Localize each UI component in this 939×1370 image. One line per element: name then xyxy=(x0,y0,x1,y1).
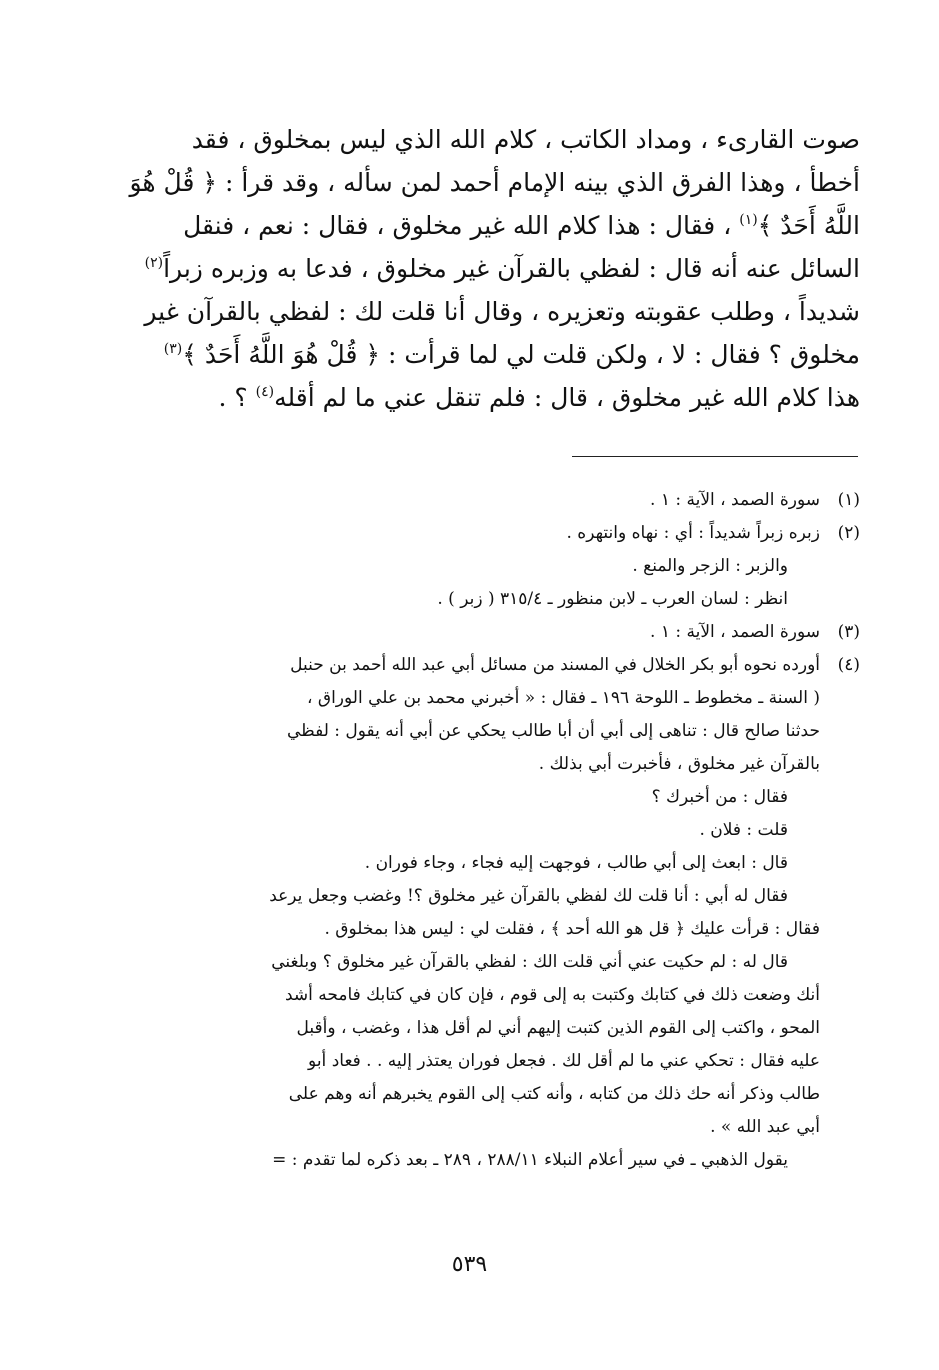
footnote-ref-4: (٤) xyxy=(255,384,275,400)
footnote-line: المحو ، واكتب إلى القوم الذين كتبت إليهم أني لم أقل هذا ، وغضب ، وأقبل xyxy=(296,1018,820,1038)
footnote-1 xyxy=(140,484,860,517)
footnote-2 xyxy=(140,517,860,616)
footnote-separator xyxy=(572,456,858,457)
footnote-number: (١) xyxy=(837,490,860,510)
main-line-4-text: السائل عنه أنه قال : لفظي بالقرآن غير مخلوق ، فدعا به وزبره زبراً xyxy=(163,254,860,283)
footnote-line: أنك وضعت ذلك في كتابك وكتبت به إلى قوم ، فإن كان في كتابك فامحه أشد xyxy=(284,985,820,1005)
footnote-line: حدثنا صالح قال : تناهى إلى أبي أن أبا طالب يحكي عن أبي أنه يقول : لفظي xyxy=(286,721,820,741)
footnote-line: قال له : لم حكيت عني أني قلت الك : لفظي بالقرآن غير مخلوق ؟ وبلغني xyxy=(271,952,788,972)
main-line-7 xyxy=(150,376,860,419)
main-line-6-text: مخلوق ؟ فقال : لا ، ولكن قلت لي لما قرأت : ﴿ قُلْ هُوَ اللَّهُ أَحَدٌ ﴾ xyxy=(182,340,860,369)
main-line-2: أخطأ ، وهذا الفرق الذي بينه الإمام أحمد لمن سأله ، وقد قرأ : ﴿ قُلْ هُوَ xyxy=(129,168,860,197)
main-line-7-end: ؟ . xyxy=(218,383,256,412)
footnote-4 xyxy=(140,649,860,1177)
main-line-5: شديداً ، وطلب عقوبته وتعزيره ، وقال أنا قلت لك : لفظي بالقرآن غير xyxy=(144,297,860,326)
main-line-6 xyxy=(150,333,860,376)
main-line-3-text: ، فقال : هذا كلام الله غير مخلوق ، فقال : نعم ، فنقل xyxy=(183,211,740,240)
footnote-text: زبره زبراً شديداً : أي : نهاه وانتهره . xyxy=(566,523,820,543)
footnote-line: أورده نحوه أبو بكر الخلال في المسند من مسائل أبي عبد الله أحمد بن حنبل xyxy=(290,655,820,675)
footnote-line: فقال : من أخبرك ؟ xyxy=(651,787,788,807)
footnote-subline: والزبر : الزجر والمنع . xyxy=(632,556,788,576)
main-line-4 xyxy=(144,247,860,290)
footnote-line: عليه فقال : تحكي عني ما لم أقل لك . فجعل فوران يعتذر إليه . . فعاد أبو xyxy=(308,1051,820,1071)
quran-quote: اللَّهُ أَحَدٌ ﴾ xyxy=(757,211,860,240)
footnotes xyxy=(140,484,860,1177)
main-line-3 xyxy=(150,204,860,247)
footnote-number: (٤) xyxy=(837,655,860,675)
footnote-text: سورة الصمد ، الآية : ١ . xyxy=(650,622,820,642)
footnote-line: طالب وذكر أنه حك ذلك من كتابه ، وأنه كتب إلى القوم يخبرهم أنه وهم على xyxy=(288,1084,820,1104)
footnote-line: ( السنة ـ مخطوط ـ اللوحة ١٩٦ ـ فقال : « أخبرني محمد بن علي الوراق ، xyxy=(307,688,820,708)
footnote-line: فقال له أبي : أنا قلت لك لفظي بالقرآن غير مخلوق ؟! وغضب وجعل يرعد xyxy=(269,886,788,906)
footnote-number: (٢) xyxy=(837,523,860,543)
main-line-7-text: هذا كلام الله غير مخلوق ، قال : فلم تنقل عني ما لم أقله xyxy=(274,383,860,412)
footnote-ref-1: (١) xyxy=(739,212,758,228)
footnote-line: بالقرآن غير مخلوق ، فأخبرت أبي بذلك . xyxy=(538,754,820,774)
footnote-3 xyxy=(140,616,860,649)
main-text xyxy=(129,118,860,419)
footnote-ref-2: (٢) xyxy=(144,255,164,271)
footnote-line: قلت : فلان . xyxy=(699,820,788,840)
footnote-line: قال : ابعث إلى أبي طالب ، فوجهت إليه فجاء ، وجاء فوران . xyxy=(364,853,788,873)
footnote-ref-3: (٣) xyxy=(163,341,183,357)
footnote-line: أبي عبد الله » . xyxy=(710,1117,820,1137)
footnote-line: يقول الذهبي ـ في سير أعلام النبلاء ٢٨٨/١١ ، ٢٨٩ ـ بعد ذكره لما تقدم : = xyxy=(272,1150,788,1170)
page-number: ٥٣٩ xyxy=(451,1252,488,1277)
footnote-number: (٣) xyxy=(837,622,860,642)
footnote-text: سورة الصمد ، الآية : ١ . xyxy=(650,490,820,510)
footnote-line: فقال : قرأت عليك ﴿ قل هو الله أحد ﴾ ، فقلت لي : ليس هذا بمخلوق . xyxy=(324,919,820,939)
footnote-subline: انظر : لسان العرب ـ لابن منظور ـ ٣١٥/٤ ( زبر ) . xyxy=(437,589,788,609)
main-line-1: صوت القارىء ، ومداد الكاتب ، كلام الله الذي ليس بمخلوق ، فقد xyxy=(191,125,860,154)
